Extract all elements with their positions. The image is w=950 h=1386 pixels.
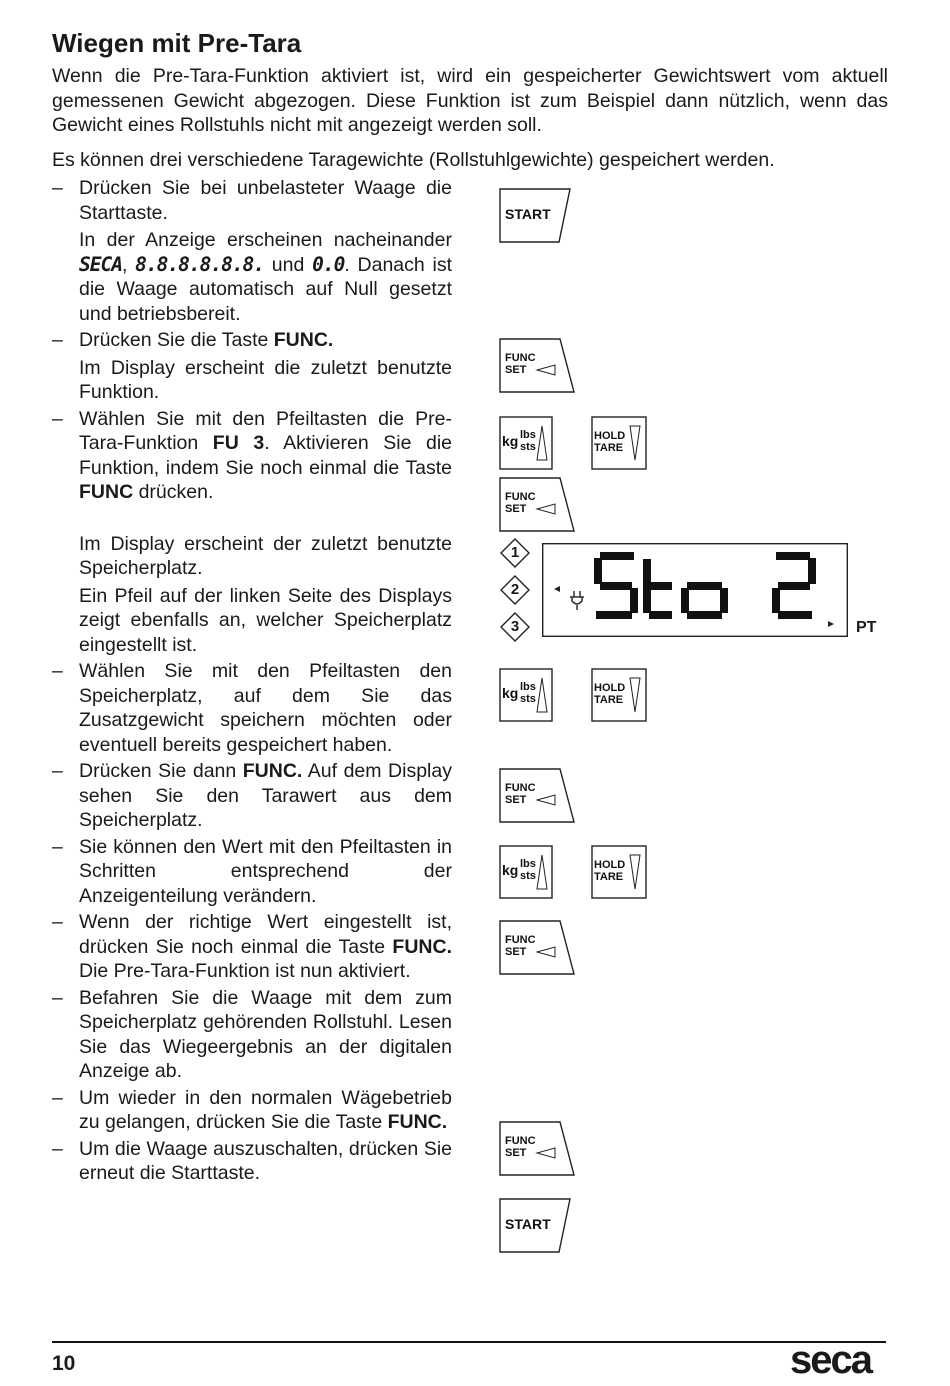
func-set-key-illustration: FUNC SET <box>499 477 575 531</box>
step-subtext: In der Anzeige erscheinen nacheinander SECA, 8.8.8.8.8.8. und 0.0. Danach ist die Waage automatisch auf Null gesetzt und betriebsbereit. <box>79 229 452 325</box>
hold-tare-key-illustration: HOLD TARE <box>591 416 649 470</box>
step-7: – Wenn der richtige Wert eingestellt ist, drücken Sie noch einmal die Taste FUNC. Die Pre-Tara-Funktion ist nun aktiviert. <box>52 911 452 982</box>
memory-slot-1-icon: 1 <box>500 538 530 568</box>
start-key-illustration: START <box>499 188 575 242</box>
page-title: Wiegen mit Pre-Tara <box>52 28 302 58</box>
brand-logo: seca <box>790 1338 871 1382</box>
step-8: – Befahren Sie die Waage mit dem zum Speicherplatz gehörenden Rollstuhl. Lesen Sie das Wiegeergebnis an der digitalen Anzeige ab. <box>52 986 452 1082</box>
step-3: – Wählen Sie mit den Pfeiltasten die Pre-Tara-Funktion FU 3. Aktivieren Sie die Funktion, indem Sie noch einmal die Taste FUNC drücken. Im Display erscheint der zuletzt benutzte Speicherplatz. Ein Pfeil auf der linken Seite des Displays zeigt ebenfalls an, welcher Speicherplatz eingestellt ist. <box>52 407 453 656</box>
segment-text: SECA <box>79 252 122 276</box>
memory-slot-2-icon: 2 <box>500 575 530 605</box>
intro-paragraph-2: Es können drei verschiedene Taragewichte (Rollstuhlgewichte) gespeichert werden. <box>52 149 775 171</box>
step-text: Drücken Sie bei unbelasteter Waage die Starttaste. <box>79 177 452 224</box>
func-set-key-illustration: FUNC SET <box>499 920 575 974</box>
lcd-display-graphic <box>542 543 848 637</box>
step-4: – Wählen Sie mit den Pfeiltasten den Speicherplatz, auf dem Sie das Zusatzgewicht speichern möchten oder eventuell bereits gespeichert haben. <box>52 660 452 756</box>
footer-divider <box>52 1341 886 1343</box>
step-10: – Um die Waage auszuschalten, drücken Sie erneut die Starttaste. <box>52 1137 452 1184</box>
start-key-illustration: START <box>499 1198 575 1252</box>
intro-paragraph: Wenn die Pre-Tara-Funktion aktiviert ist, wird ein gespeicherter Gewichtswert vom aktuell gemessenen Gewicht abgezogen. Diese Funktion ist zum Beispiel dann nützlich, wenn das Gewicht eines Rollstuhls nicht mit angezeigt werden soll. <box>52 65 888 136</box>
kg-lbs-sts-key-illustration: kg lbs sts <box>499 416 555 470</box>
hold-tare-key-illustration: HOLD TARE <box>591 668 649 722</box>
segment-text: 0.0 <box>312 252 345 276</box>
func-set-key-illustration: FUNC SET <box>499 338 575 392</box>
func-set-key-illustration: FUNC SET <box>499 1121 575 1175</box>
step-9: – Um wieder in den normalen Wägebetrieb zu gelangen, drücken Sie die Taste FUNC. <box>52 1086 452 1133</box>
func-set-key-illustration: FUNC SET <box>499 768 575 822</box>
step-5: – Drücken Sie dann FUNC. Auf dem Display sehen Sie den Tarawert aus dem Speicherplatz. <box>52 760 452 831</box>
instruction-list <box>52 176 452 1188</box>
plug-icon <box>570 591 584 610</box>
lcd-display <box>542 543 848 637</box>
pt-label: PT <box>856 619 877 636</box>
segment-text: 8.8.8.8.8.8. <box>135 252 265 276</box>
page-number: 10 <box>52 1352 76 1375</box>
memory-slot-3-icon: 3 <box>500 612 530 642</box>
step-2: – Drücken Sie die Taste FUNC. Im Display erscheint die zuletzt benutzte Funktion. <box>52 329 452 403</box>
kg-lbs-sts-key-illustration: kg lbs sts <box>499 845 555 899</box>
step-1: – Drücken Sie bei unbelasteter Waage die Starttaste. In der Anzeige erscheinen nacheinander SECA, 8.8.8.8.8.8. und 0.0. Danach ist die Waage automatisch auf Null gesetzt und betriebsbereit. <box>52 177 452 325</box>
kg-lbs-sts-key-illustration: kg lbs sts <box>499 668 555 722</box>
hold-tare-key-illustration: HOLD TARE <box>591 845 649 899</box>
step-6: – Sie können den Wert mit den Pfeiltasten in Schritten entsprechend der Anzeigenteilung verändern. <box>52 835 452 907</box>
